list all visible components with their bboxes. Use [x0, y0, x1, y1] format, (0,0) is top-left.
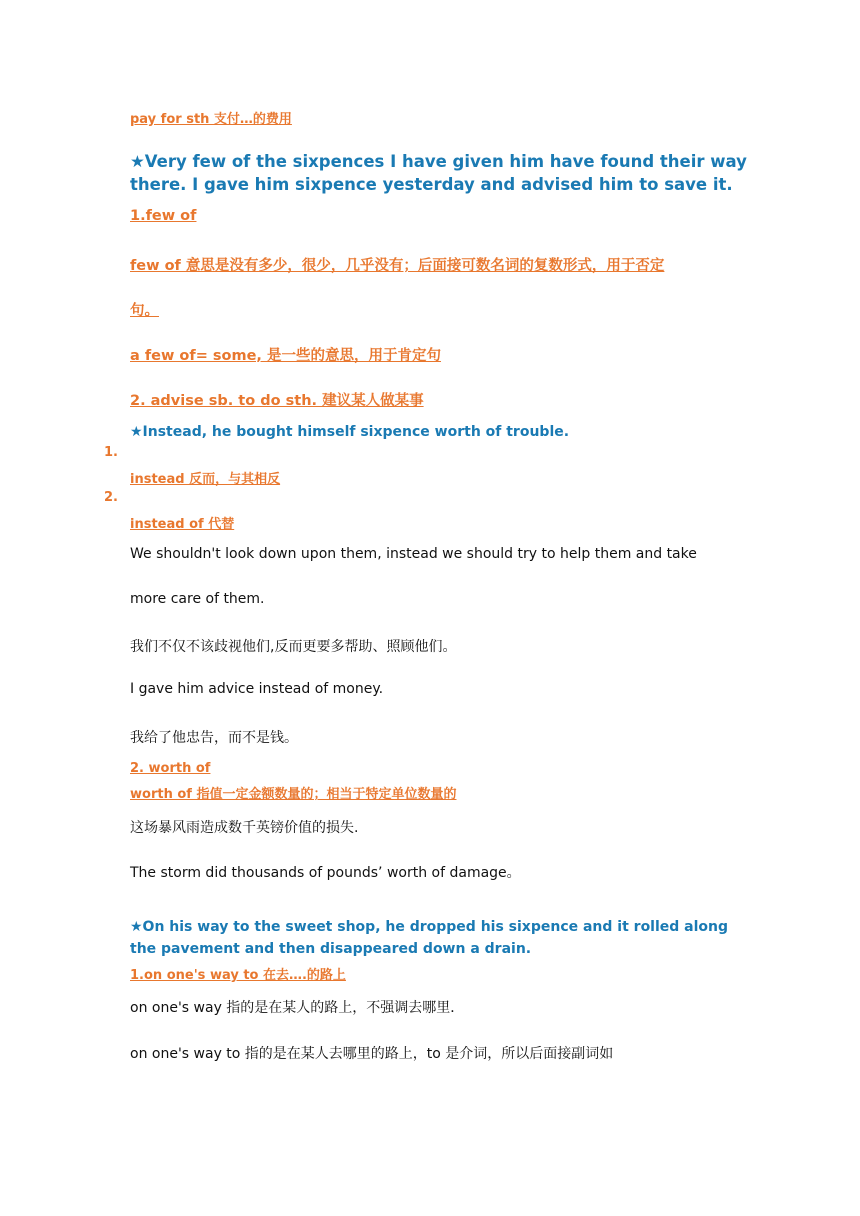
phrase-instead-of: instead of 代替 — [130, 517, 235, 532]
few-of-definition-cont: 句。 — [130, 303, 159, 319]
heading-few-of: 1.few of — [130, 208, 197, 224]
on-ones-way-definition: on one's way 指的是在某人的路上，不强调去哪里． — [130, 1000, 465, 1016]
example-2-chinese: 我给了他忠告，而不是钱。 — [130, 730, 298, 746]
a-few-of-definition: a few of= some, 是一些的意思，用于肯定句 — [130, 348, 441, 364]
list-number-1: 1. — [104, 445, 118, 460]
few-of-definition: few of 意思是没有多少，很少，几乎没有；后面接可数名词的复数形式，用于否定 — [130, 258, 665, 274]
example-3-chinese: 这场暴风雨造成数千英镑价值的损失. — [130, 820, 359, 836]
example-1-chinese: 我们不仅不该歧视他们,反而更要多帮助、照顾他们。 — [130, 639, 457, 655]
phrase-instead: instead 反而，与其相反 — [130, 472, 281, 487]
example-3-english: The storm did thousands of pounds’ worth of damage。 — [130, 865, 521, 881]
key-sentence-2: ★Instead, he bought himself sixpence worth of trouble. — [130, 424, 570, 440]
list-number-2: 2. — [104, 490, 118, 505]
example-1-english-cont: more care of them. — [130, 591, 265, 607]
example-1-english: We shouldn't look down upon them, instead we should try to help them and take — [130, 546, 697, 562]
heading-worth-of: 2. worth of — [130, 761, 211, 776]
phrase-pay-for: pay for sth 支付…的费用 — [130, 112, 292, 127]
worth-of-definition: worth of 指值一定金额数量的；相当于特定单位数量的 — [130, 787, 457, 802]
example-2-english: I gave him advice instead of money. — [130, 681, 384, 697]
heading-advise: 2. advise sb. to do sth. 建议某人做某事 — [130, 393, 424, 409]
key-sentence-1: ★Very few of the sixpences I have given him have found their way there. I gave him sixpence yesterday and advised him to save it. — [130, 152, 747, 194]
key-sentence-3: ★On his way to the sweet shop, he dropped his sixpence and it rolled along the pavement and then disappeared down a drain. — [130, 919, 729, 957]
heading-on-ones-way: 1.on one's way to 在去….的路上 — [130, 968, 346, 983]
on-ones-way-to-definition: on one's way to 指的是在某人去哪里的路上，to 是介词，所以后面接副词如 — [130, 1046, 614, 1062]
